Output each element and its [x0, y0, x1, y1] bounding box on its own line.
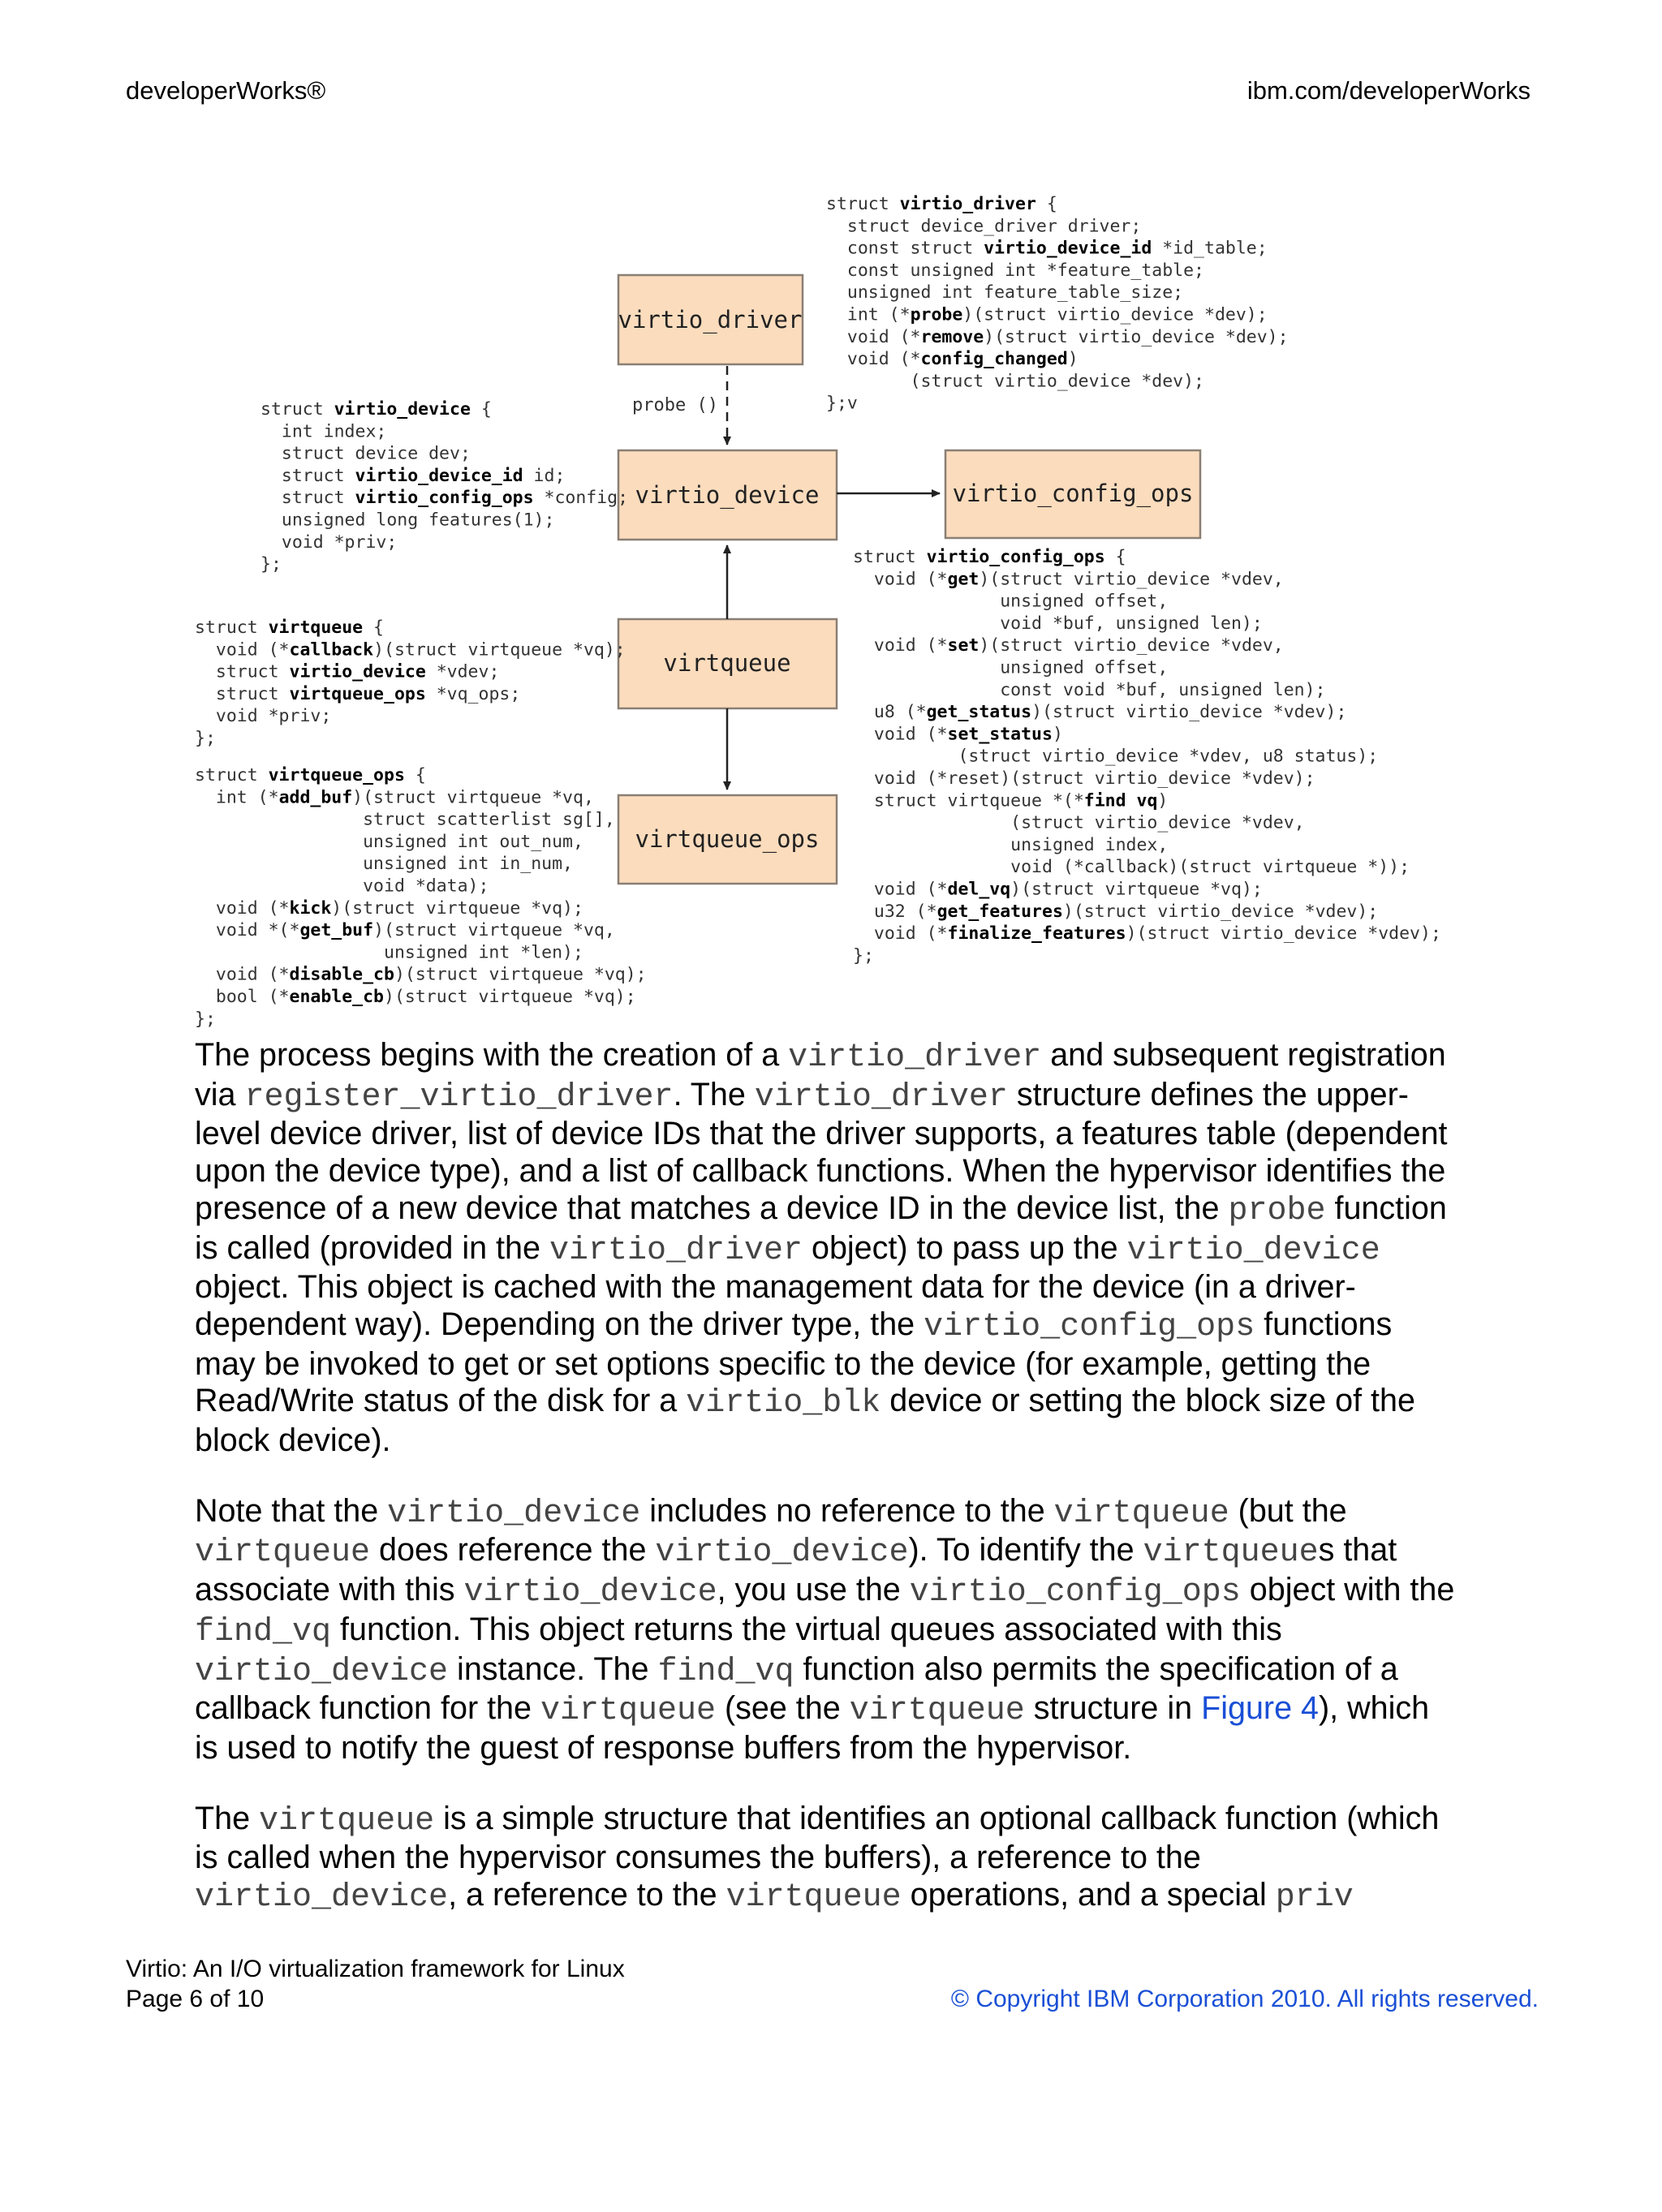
code-line: }; — [853, 945, 874, 966]
code-line: (struct virtio_device *vdev, u8 status); — [853, 746, 1379, 767]
code-line: u8 (*get_status)(struct virtio_device *vdev); — [853, 702, 1347, 723]
code-line: u32 (*get_features)(struct virtio_device *vdev); — [853, 901, 1379, 922]
footer-copyright-link[interactable]: © Copyright IBM Corporation 2010. All rights reserved. — [950, 1986, 1539, 2012]
code-line: void (*config_changed) — [826, 349, 1079, 370]
code-line: void *buf, unsigned len); — [853, 613, 1263, 634]
code-line: void (*remove)(struct virtio_device *dev); — [826, 326, 1289, 347]
code-line: struct virtio_driver { — [826, 194, 1057, 214]
inline-code: virtio_config_ops — [909, 1574, 1241, 1612]
virtio-architecture-figure — [0, 0, 1662, 1055]
code-block-virtio-device-struct — [260, 399, 628, 575]
inline-code: virtio_config_ops — [924, 1308, 1255, 1345]
box-virtio-driver — [618, 275, 803, 364]
inline-code: virtio_driver — [754, 1078, 1008, 1116]
code-line: };v — [826, 393, 858, 414]
inline-code: find_vq — [657, 1653, 794, 1690]
paragraph: The virtqueue is a simple structure that identifies an optional callback function (which is called when the hypervisor consumes the buffers), a reference to the virtio_device, a reference to the virtqueue operations, and a special priv — [195, 1800, 1440, 1917]
code-line: struct scatterlist sg[], — [195, 809, 615, 830]
code-line: struct virtio_device_id id; — [260, 465, 566, 486]
code-line: void (*callback)(struct virtqueue *vq); — [195, 639, 626, 661]
code-block-virtqueue-ops-struct — [195, 765, 647, 1029]
inline-code: virtqueue — [1143, 1534, 1319, 1572]
code-line: int (*add_buf)(struct virtqueue *vq, — [195, 787, 594, 808]
inline-code: virtio_device — [655, 1534, 909, 1572]
box-virtqueue-ops — [618, 795, 837, 884]
header-url[interactable]: ibm.com/developerWorks — [1246, 76, 1531, 105]
code-line: int (*probe)(struct virtio_device *dev); — [826, 304, 1268, 325]
inline-code: virtqueue — [849, 1693, 1025, 1730]
code-line: struct virtqueue_ops *vq_ops; — [195, 683, 521, 704]
code-line: }; — [195, 728, 216, 749]
code-block-virtio-config-ops-struct — [853, 547, 1441, 966]
code-line: struct virtqueue *(*find vq) — [853, 790, 1169, 811]
inline-code: virtqueue — [726, 1879, 902, 1917]
code-line: unsigned offset, — [853, 591, 1169, 612]
code-block-virtio-driver-struct — [826, 194, 1289, 414]
inline-code: virtio_device — [387, 1495, 641, 1532]
box-virtio-config-ops — [945, 450, 1200, 538]
footer-article-title: Virtio: An I/O virtualization framework for Linux — [126, 1956, 625, 1982]
body-text — [195, 1037, 1461, 1950]
figure-4-link[interactable]: Figure 4 — [1201, 1690, 1319, 1727]
code-line: void (*set)(struct virtio_device *vdev, — [853, 635, 1284, 656]
code-line: unsigned offset, — [853, 657, 1169, 678]
code-line: void (*disable_cb)(struct virtqueue *vq); — [195, 964, 647, 985]
code-block-virtqueue-struct — [195, 618, 626, 749]
code-line: void *priv; — [260, 531, 398, 553]
code-line: void *priv; — [195, 706, 332, 727]
code-line: struct virtio_config_ops *config; — [260, 488, 629, 509]
inline-code: priv — [1275, 1879, 1354, 1917]
code-line: struct virtqueue_ops { — [195, 765, 426, 785]
box-virtqueue-ops-label: virtqueue_ops — [635, 825, 820, 853]
code-line: void *data); — [195, 876, 489, 897]
inline-code: virtqueue — [195, 1534, 371, 1572]
code-line: void (*callback)(struct virtqueue *)); — [853, 857, 1410, 878]
code-line: (struct virtio_device *vdev, — [853, 812, 1305, 833]
code-line: void (*reset)(struct virtio_device *vdev); — [853, 768, 1315, 789]
code-line: const unsigned int *feature_table; — [826, 260, 1204, 281]
inline-code: virtio_driver — [549, 1232, 803, 1269]
paragraph: The process begins with the creation of a virtio_driver and subsequent registration via register_virtio_driver. The virtio_driver structure defines the upper-level device driver, list of device IDs that the driver supports, a features table (dependent upon the device type), and a list of callback functions. When the hypervisor identifies the presence of a new device that matches a device ID in the device list, the probe function is called (provided in the virtio_driver object) to pass up the virtio_device object. This object is cached with the management data for the device (in a driver-dependent way). Depending on the driver type, the virtio_config_ops functions may be invoked to get or set options specific to the device (for example, getting the Read/Write status of the disk for a virtio_blk device or setting the block size of the block device). — [195, 1037, 1448, 1459]
code-line: void (*get)(struct virtio_device *vdev, — [853, 569, 1284, 590]
box-virtio-device — [618, 450, 837, 540]
code-line: struct virtio_config_ops { — [853, 547, 1126, 567]
inline-code: virtio_device — [1126, 1232, 1380, 1269]
code-line: void (*del_vq)(struct virtqueue *vq); — [853, 879, 1263, 900]
code-line: }; — [260, 554, 282, 575]
code-line: const struct virtio_device_id *id_table; — [826, 238, 1268, 259]
inline-code: virtio_device — [195, 1653, 449, 1690]
inline-code: register_virtio_driver — [244, 1078, 674, 1116]
code-line: struct virtio_device *vdev; — [195, 661, 500, 682]
probe-label: probe () — [632, 395, 718, 415]
code-line: unsigned int in_num, — [195, 854, 573, 875]
code-line: }; — [195, 1009, 216, 1030]
code-line: unsigned int feature_table_size; — [826, 282, 1184, 303]
inline-code: find_vq — [195, 1613, 332, 1650]
inline-code: virtio_device — [195, 1879, 449, 1917]
code-line: unsigned int out_num, — [195, 831, 583, 852]
inline-code: virtio_driver — [788, 1039, 1042, 1076]
box-virtqueue-label: virtqueue — [663, 649, 791, 677]
header-brand: developerWorks® — [126, 76, 326, 105]
code-line: void (*kick)(struct virtqueue *vq); — [195, 897, 583, 919]
box-virtqueue — [618, 619, 837, 708]
code-line: const void *buf, unsigned len); — [853, 679, 1326, 700]
code-line: void (*finalize_features)(struct virtio_device *vdev); — [853, 923, 1441, 945]
code-line: void (*set_status) — [853, 724, 1063, 745]
code-line: bool (*enable_cb)(struct virtqueue *vq); — [195, 987, 636, 1007]
code-line: struct device_driver driver; — [826, 216, 1142, 237]
code-line: struct virtio_device { — [260, 399, 492, 420]
inline-code: virtqueue — [259, 1802, 435, 1840]
code-line: unsigned long features(1); — [260, 510, 555, 531]
code-line: int index; — [260, 421, 387, 442]
code-line: unsigned int *len); — [195, 942, 583, 963]
code-line: void *(*get_buf)(struct virtqueue *vq, — [195, 920, 615, 941]
box-virtio-config-ops-label: virtio_config_ops — [952, 480, 1194, 507]
code-line: struct virtqueue { — [195, 618, 384, 638]
paragraph: Note that the virtio_device includes no reference to the virtqueue (but the virtqueue does reference the virtio_device). To identify the virtqueues that associate with this virtio_device, you use the virtio_config_ops object with the find_vq function. This object returns the virtual queues associated with this virtio_device instance. The find_vq function also permits the specification of a callback function for the virtqueue (see the virtqueue structure in Figure 4), which is used to notify the guest of response buffers from the hypervisor. — [195, 1492, 1455, 1766]
code-line: struct device dev; — [260, 443, 471, 464]
inline-code: virtio_device — [463, 1574, 717, 1612]
inline-code: virtqueue — [1053, 1495, 1229, 1532]
inline-code: virtio_blk — [686, 1385, 881, 1422]
box-virtio-device-label: virtio_device — [635, 481, 820, 509]
box-virtio-driver-label: virtio_driver — [618, 306, 803, 334]
code-line: unsigned index, — [853, 834, 1169, 855]
code-line: (struct virtio_device *dev); — [826, 371, 1204, 392]
inline-code: virtqueue — [540, 1693, 717, 1730]
struct-code-listings — [195, 194, 1441, 1029]
footer-page-number: Page 6 of 10 — [126, 1986, 265, 2012]
inline-code: probe — [1228, 1192, 1326, 1229]
